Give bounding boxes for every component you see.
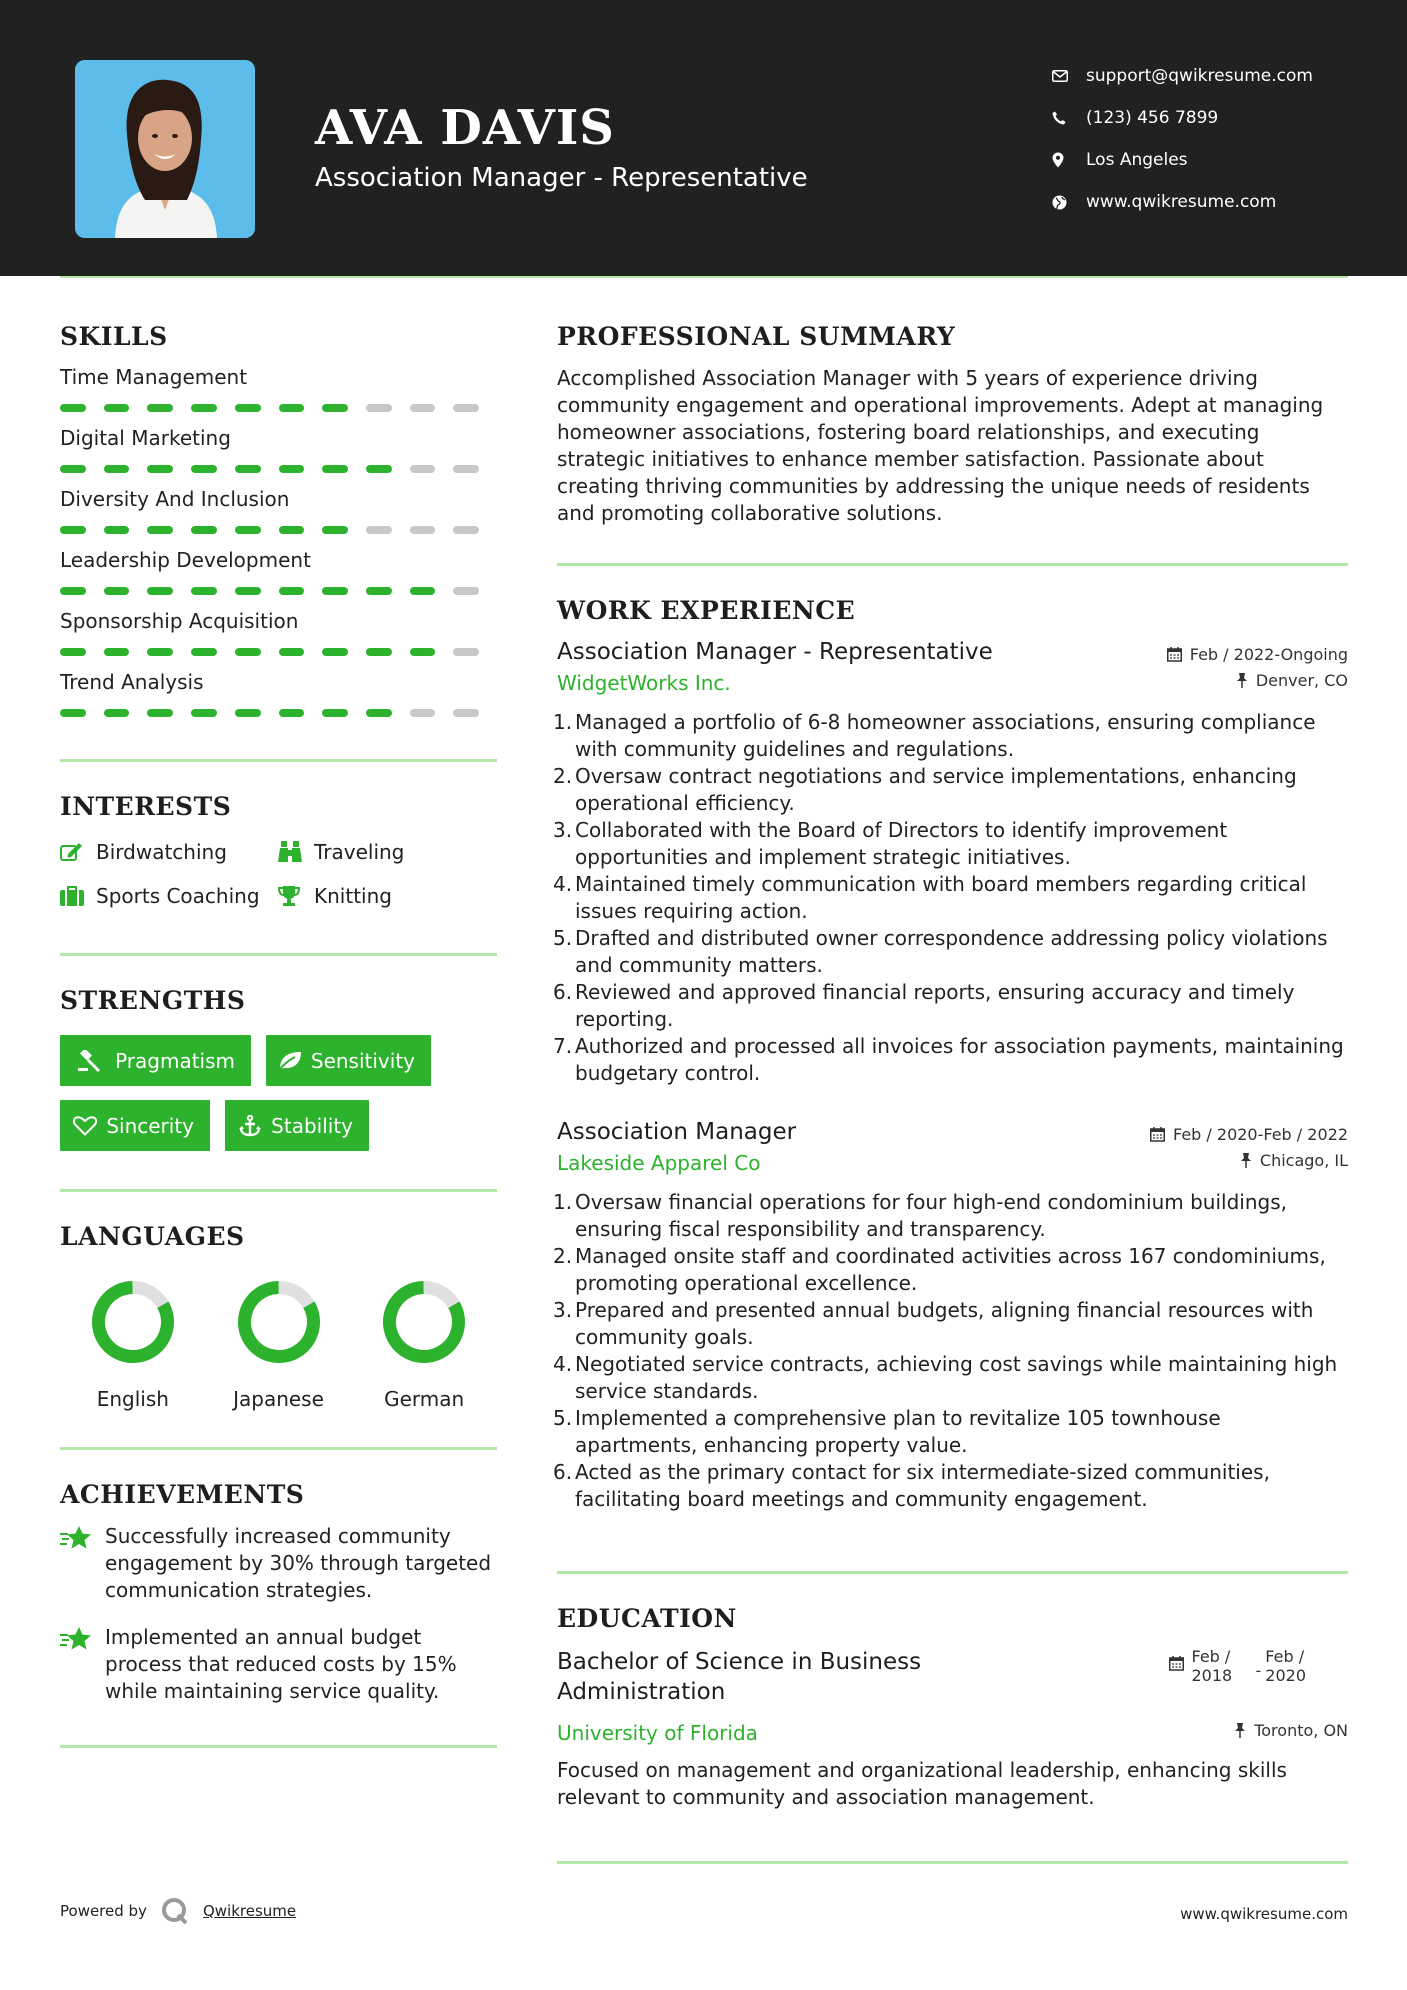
strengths-title: STRENGTHS bbox=[60, 986, 246, 1015]
anchor-icon bbox=[237, 1115, 263, 1137]
pushpin-icon bbox=[1234, 1723, 1246, 1738]
skill-level-bar bbox=[60, 404, 497, 412]
skill-dot-filled bbox=[322, 526, 348, 534]
skill-dot-filled bbox=[322, 709, 348, 717]
skill-dot-filled bbox=[147, 587, 173, 595]
interest-label: Sports Coaching bbox=[96, 884, 260, 908]
summary-divider bbox=[557, 563, 1348, 566]
bullet-text: Prepared and presented annual budgets, aligning financial resources with community goals. bbox=[575, 1298, 1314, 1349]
job-location-text: Denver, CO bbox=[1255, 671, 1348, 690]
skill-dot-filled bbox=[279, 465, 305, 473]
bullet-text: Collaborated with the Board of Directors to identify improvement opportunities and implement strategic initiatives. bbox=[575, 818, 1228, 869]
education-description: Focused on management and organizational leadership, enhancing skills relevant to community and association management. bbox=[557, 1758, 1287, 1809]
leaf-icon bbox=[278, 1051, 303, 1071]
skill-dot-filled bbox=[235, 709, 261, 717]
skill-dot-filled bbox=[366, 648, 392, 656]
bullet-text: Negotiated service contracts, achieving cost savings while maintaining high service standards. bbox=[575, 1352, 1338, 1403]
job-header bbox=[557, 1119, 1348, 1145]
calendar-icon bbox=[1169, 1656, 1184, 1671]
interests-title: INTERESTS bbox=[60, 792, 232, 821]
pushpin-icon bbox=[1240, 1153, 1252, 1168]
skill-dot-filled bbox=[60, 587, 86, 595]
bullet-text: Implemented a comprehensive plan to revitalize 105 townhouse apartments, enhancing property value. bbox=[575, 1406, 1221, 1457]
job-bullet bbox=[553, 1243, 1348, 1297]
skills-divider bbox=[60, 759, 497, 762]
resume-header bbox=[0, 0, 1407, 276]
skill-name: Trend Analysis bbox=[60, 670, 204, 694]
skill-dot-filled bbox=[322, 404, 348, 412]
interest-label: Knitting bbox=[314, 884, 392, 908]
briefcase-icon bbox=[60, 886, 96, 906]
strength-label: Sensitivity bbox=[310, 1048, 415, 1073]
job-bullet bbox=[553, 925, 1348, 979]
header-divider bbox=[60, 276, 1348, 278]
interest-item bbox=[278, 883, 498, 909]
skill-level-bar bbox=[60, 709, 497, 717]
skill-dot-empty bbox=[453, 404, 479, 412]
contact-email-text: support@qwikresume.com bbox=[1086, 66, 1313, 86]
skill-dot-filled bbox=[366, 587, 392, 595]
bullet-text: Maintained timely communication with board members regarding critical issues requiring action. bbox=[575, 872, 1307, 923]
strengths-list bbox=[60, 1035, 497, 1151]
job-subheader bbox=[557, 1151, 1348, 1175]
education-location bbox=[1234, 1721, 1348, 1740]
job-dates bbox=[1167, 645, 1348, 664]
languages-title: LANGUAGES bbox=[60, 1222, 245, 1251]
job-entry bbox=[553, 639, 1348, 1087]
contact-list bbox=[1050, 55, 1370, 223]
job-bullet bbox=[553, 1405, 1348, 1459]
job-bullet bbox=[553, 1459, 1348, 1513]
contact-email[interactable] bbox=[1050, 55, 1370, 97]
job-entry bbox=[553, 1119, 1348, 1513]
job-header bbox=[557, 639, 1348, 665]
gavel-icon bbox=[72, 1050, 107, 1072]
skill-name: Leadership Development bbox=[60, 548, 311, 572]
job-location-text: Chicago, IL bbox=[1259, 1151, 1348, 1170]
skills-title: SKILLS bbox=[60, 322, 168, 351]
right-column bbox=[553, 318, 1348, 1864]
strength-tag bbox=[225, 1100, 369, 1151]
job-bullet bbox=[553, 763, 1348, 817]
skill-dot-filled bbox=[104, 587, 130, 595]
bullet-number: 4. bbox=[553, 1352, 573, 1376]
bullet-text: Acted as the primary contact for six intermediate-sized communities, facilitating board meetings and community engagement. bbox=[575, 1460, 1270, 1511]
skill-dot-filled bbox=[191, 709, 217, 717]
skill-item bbox=[60, 365, 497, 412]
bullet-number: 3. bbox=[553, 1298, 573, 1322]
job-subheader bbox=[557, 671, 1348, 695]
skill-dot-empty bbox=[366, 526, 392, 534]
strengths-divider bbox=[60, 1189, 497, 1192]
skill-dot-filled bbox=[279, 709, 305, 717]
strengths-section bbox=[60, 986, 497, 1151]
pushpin-icon bbox=[1236, 673, 1248, 688]
phone-icon bbox=[1050, 111, 1086, 125]
skill-dot-filled bbox=[235, 465, 261, 473]
footer-powered-by bbox=[60, 1897, 296, 1925]
contact-location-text: Los Angeles bbox=[1086, 150, 1188, 170]
job-title: Association Manager - Representative bbox=[557, 639, 993, 665]
bullet-text: Reviewed and approved financial reports, ensuring accuracy and timely reporting. bbox=[575, 980, 1295, 1031]
education-dates bbox=[1169, 1647, 1307, 1685]
interest-item bbox=[60, 883, 278, 909]
skill-item bbox=[60, 426, 497, 473]
languages-section bbox=[60, 1222, 497, 1411]
job-bullet bbox=[553, 979, 1348, 1033]
star-icon bbox=[60, 1624, 105, 1705]
degree-line-2: Administration bbox=[557, 1679, 726, 1705]
skill-dot-filled bbox=[104, 709, 130, 717]
bullet-number: 3. bbox=[553, 818, 573, 842]
strength-tag bbox=[266, 1035, 431, 1086]
skill-name: Diversity And Inclusion bbox=[60, 487, 290, 511]
education-section bbox=[557, 1604, 1348, 1811]
skill-level-bar bbox=[60, 526, 497, 534]
contact-location bbox=[1050, 139, 1370, 181]
education-subheader bbox=[557, 1721, 1348, 1745]
skill-dot-filled bbox=[60, 465, 86, 473]
left-column bbox=[60, 318, 497, 1748]
bullet-number: 7. bbox=[553, 1034, 573, 1058]
brand-link[interactable]: Qwikresume bbox=[202, 1902, 297, 1920]
summary-section bbox=[557, 322, 1348, 527]
achievements-title: ACHIEVEMENTS bbox=[60, 1480, 305, 1509]
job-bullets bbox=[553, 709, 1348, 1087]
job-bullet bbox=[553, 1351, 1348, 1405]
contact-phone-text: (123) 456 7899 bbox=[1086, 108, 1219, 128]
language-name: English bbox=[96, 1387, 169, 1411]
strength-label: Pragmatism bbox=[115, 1048, 235, 1073]
powered-by-text: Powered by bbox=[60, 1902, 147, 1920]
education-start-line-2: 2018 bbox=[1191, 1666, 1233, 1685]
interests-divider bbox=[60, 953, 497, 956]
education-start-line-1: Feb / bbox=[1191, 1647, 1231, 1666]
company-name: Lakeside Apparel Co bbox=[557, 1151, 761, 1175]
skill-dot-filled bbox=[235, 648, 261, 656]
summary-title: PROFESSIONAL SUMMARY bbox=[557, 322, 956, 351]
interest-item bbox=[60, 839, 278, 865]
contact-website-text: www.qwikresume.com bbox=[1086, 192, 1277, 212]
skill-dot-filled bbox=[60, 526, 86, 534]
bullet-number: 6. bbox=[553, 980, 573, 1004]
skill-dot-empty bbox=[366, 404, 392, 412]
skill-level-bar bbox=[60, 587, 497, 595]
candidate-title: Association Manager - Representative bbox=[315, 163, 808, 193]
skill-level-bar bbox=[60, 465, 497, 473]
binoculars-icon bbox=[278, 841, 314, 863]
skill-dot-filled bbox=[147, 526, 173, 534]
school-name: University of Florida bbox=[557, 1721, 758, 1745]
achievement-item bbox=[60, 1624, 497, 1705]
skill-item bbox=[60, 487, 497, 534]
experience-divider bbox=[557, 1571, 1348, 1574]
skill-dot-filled bbox=[279, 648, 305, 656]
interest-label: Traveling bbox=[314, 840, 405, 864]
language-name: German bbox=[384, 1387, 465, 1411]
skill-dot-empty bbox=[453, 465, 479, 473]
strength-tag bbox=[60, 1100, 210, 1151]
skill-dot-filled bbox=[279, 587, 305, 595]
skill-dot-empty bbox=[410, 526, 436, 534]
edit-icon bbox=[60, 842, 96, 862]
degree-title bbox=[557, 1647, 921, 1707]
language-donut bbox=[381, 1279, 467, 1365]
contact-website[interactable] bbox=[1050, 181, 1370, 223]
skill-dot-filled bbox=[60, 404, 86, 412]
bullet-text: Drafted and distributed owner correspondence addressing policy violations and community matters. bbox=[575, 926, 1328, 977]
language-item bbox=[60, 1279, 206, 1411]
skill-level-bar bbox=[60, 648, 497, 656]
skill-dot-filled bbox=[147, 648, 173, 656]
job-location bbox=[1236, 671, 1348, 690]
job-bullet bbox=[553, 817, 1348, 871]
skills-section bbox=[60, 322, 497, 717]
skill-dot-filled bbox=[322, 648, 348, 656]
skill-dot-filled bbox=[322, 465, 348, 473]
skill-dot-filled bbox=[279, 526, 305, 534]
candidate-name: AVA DAVIS bbox=[315, 100, 615, 156]
skill-dot-filled bbox=[104, 526, 130, 534]
languages-list bbox=[60, 1279, 497, 1411]
language-donut bbox=[236, 1279, 322, 1365]
skill-dot-filled bbox=[147, 465, 173, 473]
education-end bbox=[1265, 1647, 1306, 1685]
bullet-number: 2. bbox=[553, 764, 573, 788]
globe-icon bbox=[1050, 195, 1086, 210]
bullet-text: Oversaw financial operations for four high-end condominium buildings, ensuring fiscal responsibility and transparency. bbox=[575, 1190, 1287, 1241]
bullet-number: 5. bbox=[553, 926, 573, 950]
job-bullet bbox=[553, 1189, 1348, 1243]
skill-dot-filled bbox=[191, 404, 217, 412]
skill-dot-filled bbox=[235, 404, 261, 412]
bullet-text: Authorized and processed all invoices for association payments, maintaining budgetary control. bbox=[575, 1034, 1344, 1085]
skill-dot-filled bbox=[147, 404, 173, 412]
footer-url[interactable]: www.qwikresume.com bbox=[1180, 1905, 1348, 1923]
interests-list bbox=[60, 839, 497, 909]
job-dates-text: Feb / 2020-Feb / 2022 bbox=[1173, 1125, 1348, 1144]
education-end-line-2: 2020 bbox=[1265, 1666, 1306, 1685]
bullet-number: 4. bbox=[553, 872, 573, 896]
skill-dot-empty bbox=[410, 709, 436, 717]
skill-dot-filled bbox=[104, 465, 130, 473]
skill-dot-filled bbox=[235, 587, 261, 595]
bullet-number: 6. bbox=[553, 1460, 573, 1484]
profile-photo bbox=[75, 60, 255, 238]
education-divider bbox=[557, 1861, 1348, 1864]
education-end-line-1: Feb / bbox=[1265, 1647, 1305, 1666]
skill-name: Time Management bbox=[60, 365, 248, 389]
interest-label: Birdwatching bbox=[96, 840, 227, 864]
degree-line-1: Bachelor of Science in Business bbox=[557, 1649, 922, 1675]
skill-dot-filled bbox=[104, 648, 130, 656]
achievements-section bbox=[60, 1480, 497, 1705]
skill-dot-empty bbox=[453, 709, 479, 717]
skill-name: Digital Marketing bbox=[60, 426, 231, 450]
skill-item bbox=[60, 670, 497, 717]
skill-dot-empty bbox=[453, 648, 479, 656]
language-item bbox=[206, 1279, 352, 1411]
education-start bbox=[1192, 1647, 1260, 1685]
bullet-text: Managed onsite staff and coordinated activities across 167 condominiums, promoting operational excellence. bbox=[575, 1244, 1326, 1295]
job-bullet bbox=[553, 1033, 1348, 1087]
skill-dot-filled bbox=[366, 709, 392, 717]
bullet-number: 1. bbox=[553, 1190, 573, 1214]
skill-dot-filled bbox=[60, 709, 86, 717]
skill-dot-filled bbox=[235, 526, 261, 534]
skill-dot-filled bbox=[279, 404, 305, 412]
heart-icon bbox=[72, 1116, 98, 1136]
skill-name: Sponsorship Acquisition bbox=[60, 609, 299, 633]
language-item bbox=[351, 1279, 497, 1411]
trophy-icon bbox=[278, 885, 314, 907]
bullet-number: 1. bbox=[553, 710, 573, 734]
job-dates bbox=[1150, 1125, 1348, 1144]
bullet-text: Oversaw contract negotiations and service implementations, enhancing operational efficiency. bbox=[575, 764, 1297, 815]
date-separator: - bbox=[1255, 1661, 1262, 1680]
skill-dot-filled bbox=[366, 465, 392, 473]
skill-dot-empty bbox=[410, 404, 436, 412]
skill-dot-filled bbox=[322, 587, 348, 595]
language-name: Japanese bbox=[233, 1387, 324, 1411]
skill-dot-filled bbox=[147, 709, 173, 717]
job-title: Association Manager bbox=[557, 1119, 797, 1145]
skill-dot-filled bbox=[191, 526, 217, 534]
qwikresume-logo-icon bbox=[161, 1897, 189, 1925]
bullet-number: 2. bbox=[553, 1244, 573, 1268]
experience-section bbox=[553, 596, 1348, 1513]
skill-dot-empty bbox=[410, 465, 436, 473]
interest-item bbox=[278, 839, 498, 865]
strength-label: Stability bbox=[271, 1113, 353, 1138]
education-location-text: Toronto, ON bbox=[1254, 1721, 1348, 1740]
strength-label: Sincerity bbox=[106, 1113, 194, 1138]
skill-dot-filled bbox=[104, 404, 130, 412]
calendar-icon bbox=[1167, 647, 1182, 662]
job-bullets bbox=[553, 1189, 1348, 1513]
achievement-text: Implemented an annual budget process that reduced costs by 15% while maintaining service quality. bbox=[105, 1625, 457, 1703]
summary-text: Accomplished Association Manager with 5 years of experience driving community engagement and operational improvements. Adept at managing homeowner associations, fostering board relationships, and executing strategic initiatives to enhance member satisfaction. Passionate about creating thriving communities by addressing the unique needs of residents and promoting collaborative solutions. bbox=[557, 366, 1324, 525]
strength-tag bbox=[60, 1035, 251, 1086]
bullet-number: 5. bbox=[553, 1406, 573, 1430]
skills-list bbox=[60, 365, 497, 717]
achievement-item bbox=[60, 1523, 497, 1604]
achievements-divider bbox=[60, 1745, 497, 1748]
job-dates-text: Feb / 2022-Ongoing bbox=[1189, 645, 1348, 664]
map-pin-icon bbox=[1050, 152, 1086, 168]
skill-dot-filled bbox=[191, 465, 217, 473]
skill-dot-empty bbox=[453, 587, 479, 595]
contact-phone[interactable] bbox=[1050, 97, 1370, 139]
skill-dot-filled bbox=[410, 648, 436, 656]
skill-dot-filled bbox=[410, 587, 436, 595]
education-title: EDUCATION bbox=[557, 1604, 737, 1633]
skill-item bbox=[60, 548, 497, 595]
company-name: WidgetWorks Inc. bbox=[557, 671, 731, 695]
portrait-image bbox=[75, 60, 255, 238]
job-bullet bbox=[553, 1297, 1348, 1351]
interests-section bbox=[60, 792, 497, 909]
experience-title: WORK EXPERIENCE bbox=[557, 596, 856, 625]
achievement-text: Successfully increased community engagement by 30% through targeted communication strategies. bbox=[105, 1524, 492, 1602]
languages-divider bbox=[60, 1447, 497, 1450]
bullet-text: Managed a portfolio of 6-8 homeowner associations, ensuring compliance with community guidelines and regulations. bbox=[575, 710, 1316, 761]
star-icon bbox=[60, 1523, 105, 1604]
skill-item bbox=[60, 609, 497, 656]
language-donut bbox=[90, 1279, 176, 1365]
skill-dot-filled bbox=[60, 648, 86, 656]
skill-dot-filled bbox=[191, 648, 217, 656]
job-bullet bbox=[553, 871, 1348, 925]
job-location bbox=[1240, 1151, 1348, 1170]
envelope-icon bbox=[1050, 70, 1086, 82]
calendar-icon bbox=[1150, 1127, 1165, 1142]
skill-dot-empty bbox=[453, 526, 479, 534]
education-header bbox=[557, 1647, 1348, 1707]
skill-dot-filled bbox=[191, 587, 217, 595]
job-bullet bbox=[553, 709, 1348, 763]
